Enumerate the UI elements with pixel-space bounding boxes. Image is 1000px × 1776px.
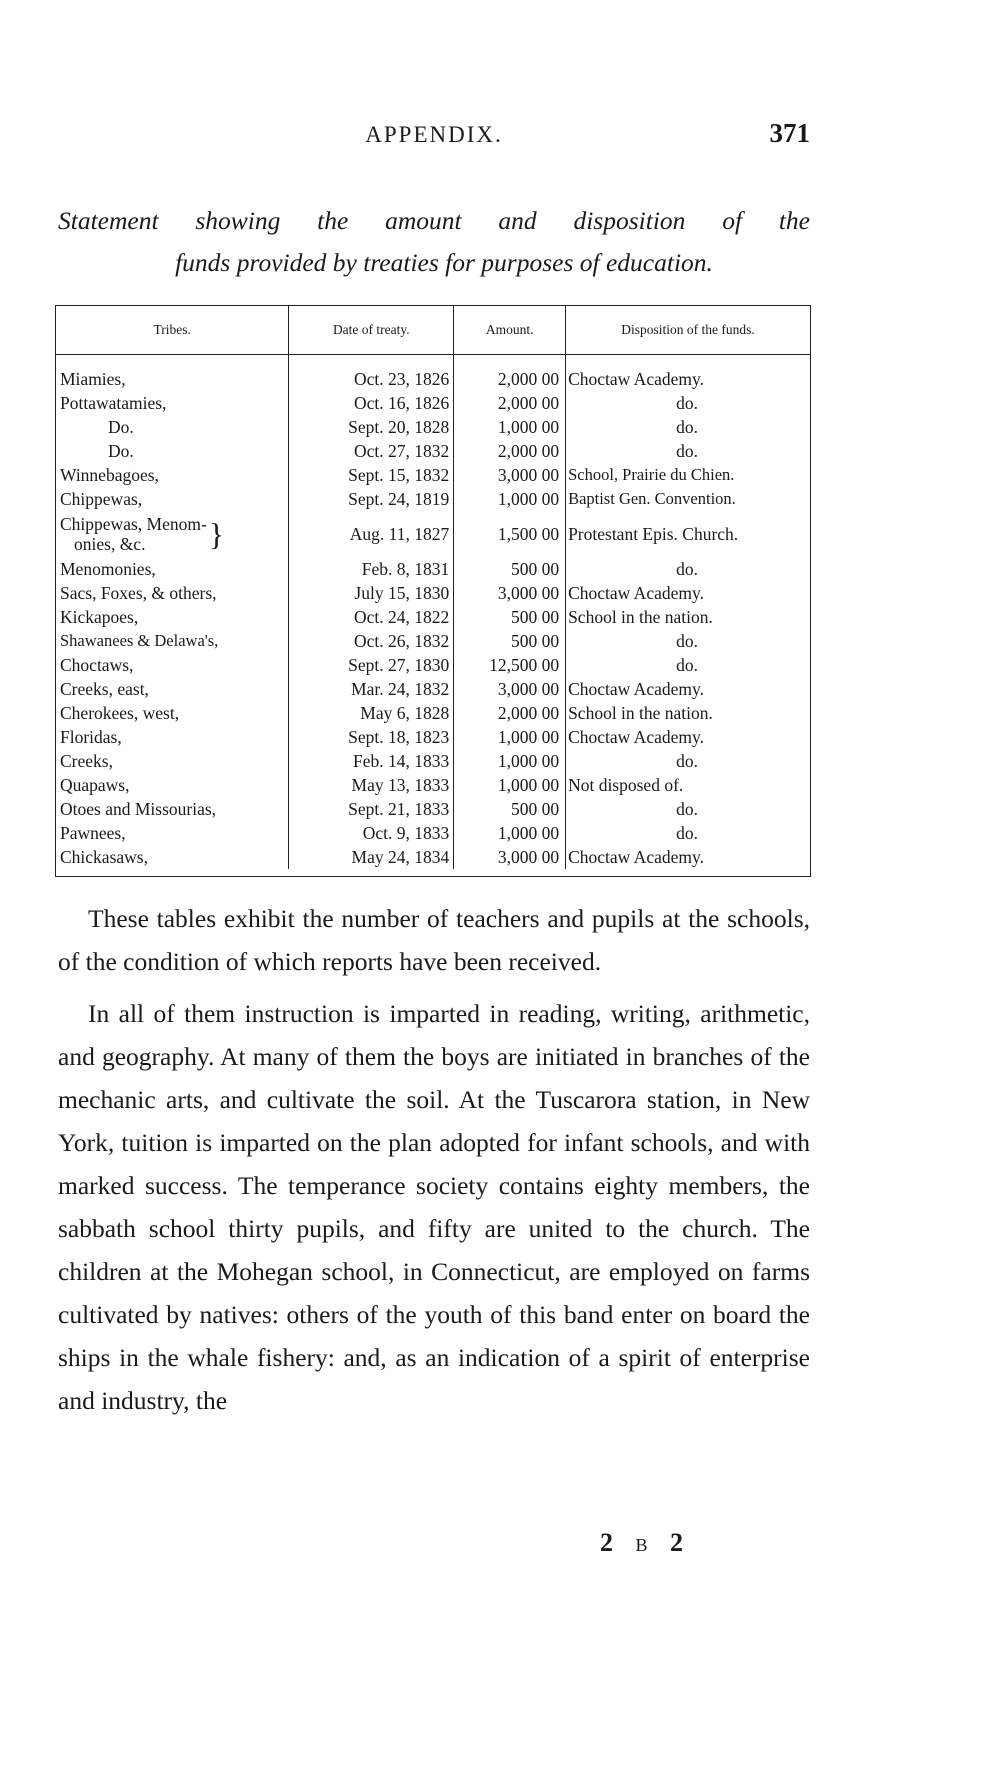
disposition-cell: do. [676, 417, 698, 437]
amount-cell: 1,000 00 [454, 773, 566, 797]
page-number: 371 [769, 118, 810, 148]
table-row [56, 725, 810, 749]
tribe-multiline [60, 514, 207, 554]
date-cell: Oct. 16, 1826 [289, 391, 454, 415]
table-row [56, 797, 810, 821]
date-cell: Oct. 24, 1822 [289, 605, 454, 629]
tribe-line-2: onies, &c. [74, 534, 146, 554]
date-cell: Oct. 27, 1832 [289, 439, 454, 463]
tribe-cell: Pottawatamies, [56, 391, 289, 415]
disposition-cell: Choctaw Academy. [568, 679, 704, 699]
disposition-cell: do. [676, 559, 698, 579]
disposition-cell: School, Prairie du Chien. [568, 465, 735, 484]
amount-cell: 2,000 00 [454, 439, 566, 463]
disposition-cell: Choctaw Academy. [568, 369, 704, 389]
amount-cell: 1,000 00 [454, 415, 566, 439]
tribe-cell: Do. [56, 439, 289, 463]
tribe-cell [56, 511, 289, 557]
running-title: APPENDIX. [365, 122, 503, 147]
date-cell: May 13, 1833 [289, 773, 454, 797]
date-cell: Sept. 15, 1832 [289, 463, 454, 487]
tribe-cell: Creeks, east, [56, 677, 289, 701]
table-row [56, 845, 810, 869]
tribe-cell: Pawnees, [56, 821, 289, 845]
tribe-cell: Cherokees, west, [56, 701, 289, 725]
date-cell: May 24, 1834 [289, 845, 454, 869]
tribe-cell: Kickapoes, [56, 605, 289, 629]
tribe-line-1: Chippewas, Menom- [60, 514, 207, 534]
disposition-cell: Choctaw Academy. [568, 583, 704, 603]
tribe-cell: Choctaws, [56, 653, 289, 677]
date-cell: Oct. 9, 1833 [289, 821, 454, 845]
disposition-cell: Protestant Epis. Church. [568, 524, 739, 544]
amount-cell: 12,500 00 [454, 653, 566, 677]
date-cell: Oct. 26, 1832 [289, 629, 454, 653]
signature-left: 2 [600, 1528, 621, 1557]
date-cell: Oct. 23, 1826 [289, 355, 454, 392]
table-row [56, 581, 810, 605]
signature-right: 2 [670, 1528, 692, 1557]
tribe-cell: Winnebagoes, [56, 463, 289, 487]
amount-cell: 500 00 [454, 605, 566, 629]
signature-middle: B [635, 1535, 656, 1555]
table-row [56, 629, 810, 653]
date-cell: Feb. 8, 1831 [289, 557, 454, 581]
disposition-cell: Not disposed of. [568, 775, 684, 795]
table-row [56, 749, 810, 773]
amount-cell: 500 00 [454, 797, 566, 821]
table-row [56, 415, 810, 439]
caption-line-1: Statement showing the amount and disposition of the [58, 206, 810, 235]
table-row [56, 355, 810, 392]
table-caption [58, 200, 810, 284]
disposition-cell: Choctaw Academy. [568, 847, 704, 867]
amount-cell: 1,000 00 [454, 487, 566, 511]
tribe-cell: Sacs, Foxes, & others, [56, 581, 289, 605]
disposition-cell: School in the nation. [568, 607, 713, 627]
amount-cell: 2,000 00 [454, 391, 566, 415]
table-row [56, 391, 810, 415]
amount-cell: 1,000 00 [454, 749, 566, 773]
date-cell: Aug. 11, 1827 [289, 511, 454, 557]
date-cell: Sept. 24, 1819 [289, 487, 454, 511]
tribe-cell: Quapaws, [56, 773, 289, 797]
date-cell: July 15, 1830 [289, 581, 454, 605]
table-row [56, 773, 810, 797]
tribe-cell: Menomonies, [56, 557, 289, 581]
tribe-cell: Chickasaws, [56, 845, 289, 869]
amount-cell: 500 00 [454, 557, 566, 581]
header-tribes: Tribes. [56, 306, 289, 355]
header-date: Date of treaty. [289, 306, 454, 355]
tribe-cell: Floridas, [56, 725, 289, 749]
tribe-cell: Do. [56, 415, 289, 439]
table-row [56, 605, 810, 629]
disposition-cell: do. [676, 751, 698, 771]
tribe-cell: Otoes and Missourias, [56, 797, 289, 821]
table-row [56, 677, 810, 701]
caption-line-2: funds provided by treaties for purposes of education. [175, 248, 713, 277]
table-row [56, 487, 810, 511]
tribe-cell: Creeks, [56, 749, 289, 773]
table-header-row [56, 306, 810, 355]
page-header [58, 118, 810, 162]
tribe-cell: Chippewas, [56, 487, 289, 511]
disposition-cell: do. [676, 441, 698, 461]
amount-cell: 3,000 00 [454, 581, 566, 605]
disposition-cell: do. [676, 631, 698, 651]
date-cell: Sept. 18, 1823 [289, 725, 454, 749]
header-disposition: Disposition of the funds. [566, 306, 810, 355]
amount-cell: 2,000 00 [454, 355, 566, 392]
paragraph: In all of them instruction is imparted in reading, writing, arithmetic, and geography. At many of them the boys are initiated in branches of the mechanic arts, and cultivate the soil. At the Tuscarora station, in New York, tuition is imparted on the plan adopted for infant schools, and with marked success. The temperance society contains eighty members, the sabbath school thirty pupils, and fifty are united to the church. The children at the Mohegan school, in Connecticut, are employed on farms cultivated by natives: others of the youth of this band enter on board the ships in the whale fishery: and, as an indication of a spirit of enterprise and industry, the [58, 999, 810, 1415]
disposition-cell: Baptist Gen. Convention. [568, 489, 736, 508]
tribe-cell: Miamies, [56, 355, 289, 392]
paragraph: These tables exhibit the number of teachers and pupils at the schools, of the condition of which reports have been received. [58, 904, 810, 976]
disposition-cell: do. [676, 393, 698, 413]
header-amount: Amount. [454, 306, 566, 355]
date-cell: May 6, 1828 [289, 701, 454, 725]
tribe-cell: Shawanees & Delawa's, [56, 629, 289, 653]
date-cell: Mar. 24, 1832 [289, 677, 454, 701]
disposition-cell: do. [676, 655, 698, 675]
date-cell: Sept. 27, 1830 [289, 653, 454, 677]
signature-mark [600, 1528, 691, 1558]
date-cell: Sept. 20, 1828 [289, 415, 454, 439]
amount-cell: 1,000 00 [454, 725, 566, 749]
amount-cell: 2,000 00 [454, 701, 566, 725]
amount-cell: 500 00 [454, 629, 566, 653]
amount-cell: 3,000 00 [454, 677, 566, 701]
amount-cell: 3,000 00 [454, 463, 566, 487]
disposition-cell: School in the nation. [568, 703, 713, 723]
table-row [56, 653, 810, 677]
table-row [56, 463, 810, 487]
curly-brace-icon: } [208, 516, 225, 552]
disposition-cell: do. [676, 799, 698, 819]
date-cell: Feb. 14, 1833 [289, 749, 454, 773]
treaty-funds-table [55, 305, 811, 877]
date-cell: Sept. 21, 1833 [289, 797, 454, 821]
amount-cell: 1,000 00 [454, 821, 566, 845]
table-row [56, 821, 810, 845]
table-row [56, 557, 810, 581]
disposition-cell: Choctaw Academy. [568, 727, 704, 747]
table-row [56, 511, 810, 557]
table-row [56, 439, 810, 463]
table-row [56, 701, 810, 725]
body-text [58, 897, 810, 1431]
disposition-cell: do. [676, 823, 698, 843]
amount-cell: 3,000 00 [454, 845, 566, 869]
amount-cell: 1,500 00 [454, 511, 566, 557]
